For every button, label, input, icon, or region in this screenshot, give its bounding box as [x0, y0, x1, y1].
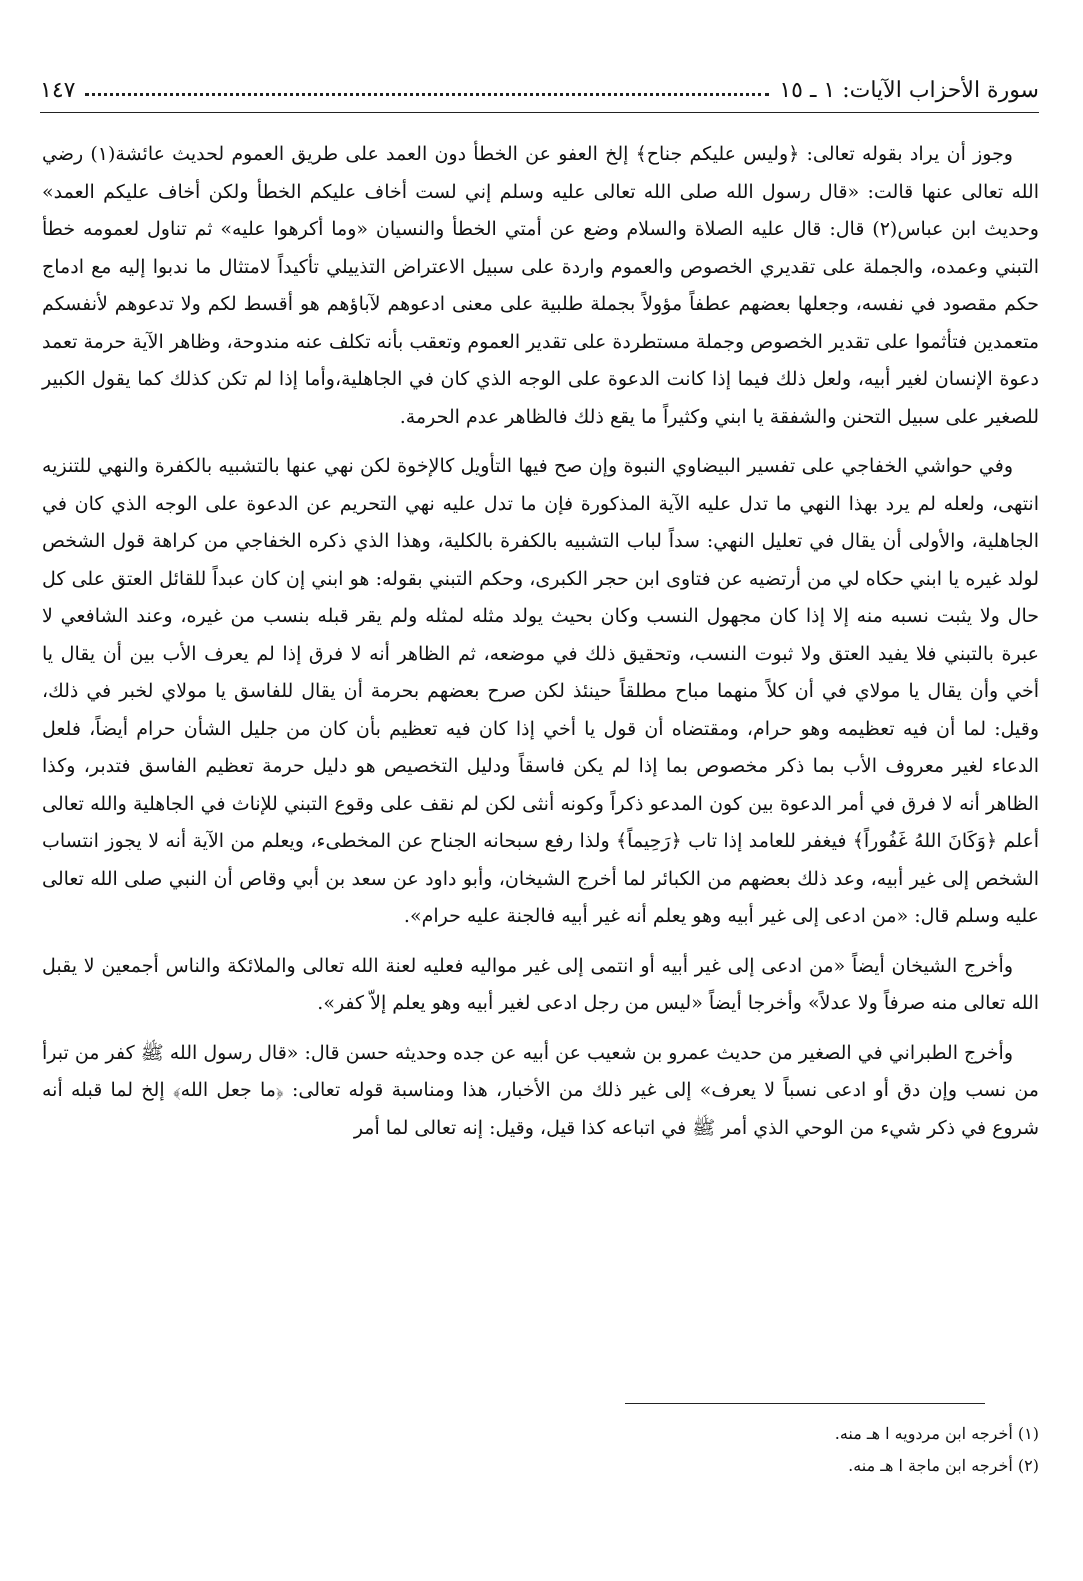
paragraph-3: وأخرج الشيخان أيضاً «من ادعى إلى غير أبيه أو انتمى إلى غير مواليه فعليه لعنة الله تعالى والملائكة والناس أجمعين لا يقبل الله تعالى منه صرفاً ولا عدلاً» وأخرجا أيضاً «ليس من رجل ادعى لغير أبيه وهو يعلم إلاّ كفر».: [42, 954, 1039, 1014]
footnote-rule: [625, 1403, 985, 1404]
main-text: [42, 136, 1039, 1159]
running-header: [40, 70, 1039, 110]
page-number: ١٤٧: [40, 77, 76, 103]
footnote-1: (١) أخرجه ابن مردويه ا هـ منه.: [834, 1424, 1039, 1443]
paragraph-2: وفي حواشي الخفاجي على تفسير البيضاوي النبوة وإن صح فيها التأويل كالإخوة لكن نهي عنها بالتشبيه بالكفرة والنهي للتنزيه انتهى، ولعله لم يرد بهذا النهي ما تدل عليه الآية المذكورة فإن ما تدل عليه نهي التحريم عن الدعوة على الوجه الذي كان في الجاهلية، والأولى أن يقال في تعليل النهي: سداً لباب التشبيه بالكفرة بالكلية، وهذا الذي ذكره الخفاجي من كراهة قول الشخص لولد غيره يا ابني حكاه لي من أرتضيه عن فتاوى ابن حجر الكبرى، وحكم التبني بقوله: هو ابني إن كان عبداً للقائل العتق على كل حال ولا يثبت نسبه منه إلا إذا كان مجهول النسب وكان بحيث يولد مثله لمثله ولم يقر قبله بنسب من غيره، وعند الشافعي لا عبرة بالتبني فلا يفيد العتق ولا ثبوت النسب، وتحقيق ذلك في موضعه، ثم الظاهر أنه لا فرق إذا لم يعرف الأب بين أن يقال يا أخي وأن يقال يا مولاي في أن كلاً منهما مباح مطلقاً حينئذ لكن صرح بعضهم بحرمة أن يقال للفاسق يا مولاي لخبر في ذلك، وقيل: لما أن فيه تعظيمه وهو حرام، ومقتضاه أن قول يا أخي إذا كان فيه تعظيم بأن كان من جليل الشأن حرام أيضاً، فلعل الدعاء لغير معروف الأب بما ذكر مخصوص بما إذا لم يكن فاسقاً ودليل التخصيص هو دليل حرمة تعظيم الفاسق فتدبر، وكذا الظاهر أنه لا فرق في أمر الدعوة بين كون المدعو ذكراً وكونه أنثى لكن لم نقف على وقوع التبني للإناث في الجاهلية والله تعالى أعلم ﴿وَكَانَ اللهُ غَفُوراً﴾ فيغفر للعامد إذا تاب ﴿رَحِيماً﴾ ولذا رفع سبحانه الجناح عن المخطىء، ويعلم من الآية أنه لا يجوز انتساب الشخص إلى غير أبيه، وعد ذلك بعضهم من الكبائر لما أخرج الشيخان، وأبو داود عن سعد بن أبي وقاص أن النبي صلى الله تعالى عليه وسلم قال: «من ادعى إلى غير أبيه وهو يعلم أنه غير أبيه فالجنة عليه حرام».: [42, 455, 1040, 927]
paragraph-4: وأخرج الطبراني في الصغير من حديث عمرو بن شعيب عن أبيه عن جده وحديثه حسن قال: «قال رسول الله ﷺ كفر من تبرأ من نسب وإن دق أو ادعى نسباً لا يعرف» إلى غير ذلك من الأخبار، هذا ومناسبة قوله تعالى: ﴿ما جعل الله﴾ إلخ لما قبله أنه شروع في ذكر شيء من الوحي الذي أمر ﷺ في اتباعه كذا قيل، وقيل: إنه تعالى لما أمر: [42, 1041, 1039, 1139]
dotted-leader: [85, 93, 769, 96]
footnotes: [439, 1418, 1039, 1482]
surah-title: سورة الأحزاب الآيات: ١ ـ ١٥: [779, 77, 1039, 103]
footnote-2: (٢) أخرجه ابن ماجة ا هـ منه.: [848, 1456, 1039, 1475]
header-rule: [40, 112, 1039, 113]
paragraph-1: وجوز أن يراد بقوله تعالى: ﴿وليس عليكم جناح﴾ إلخ العفو عن الخطأ دون العمد على طريق العموم لحديث عائشة(١) رضي الله تعالى عنها قالت: «قال رسول الله صلى الله تعالى عليه وسلم إني لست أخاف عليكم الخطأ ولكن أخاف عليكم العمد» وحديث ابن عباس(٢) قال: قال عليه الصلاة والسلام وضع عن أمتي الخطأ والنسيان «وما أكرهوا عليه» ثم تناول لعمومه خطأ التبني وعمده، والجملة على تقديري الخصوص والعموم واردة على سبيل الاعتراض التذييلي تأكيداً لامتثال ما ندبوا إليه مع ادماج حكم مقصود في نفسه، وجعلها بعضهم عطفاً مؤولاً بجملة طلبية على معنى ادعوهم لآباؤهم هو أقسط لكم ولا تدعوهم لأنفسكم متعمدين فتأثموا على تقدير الخصوص وجملة مستطردة على تقدير العموم وتعقب بأنه تكلف عنه مندوحة، وظاهر الآية حرمة تعمد دعوة الإنسان لغير أبيه، ولعل ذلك فيما إذا كانت الدعوة على الوجه الذي كان في الجاهلية،وأما إذا لم تكن كذلك كما يقول الكبير للصغير على سبيل التحنن والشفقة يا ابني وكثيراً ما يقع ذلك فالظاهر عدم الحرمة.: [42, 143, 1039, 428]
